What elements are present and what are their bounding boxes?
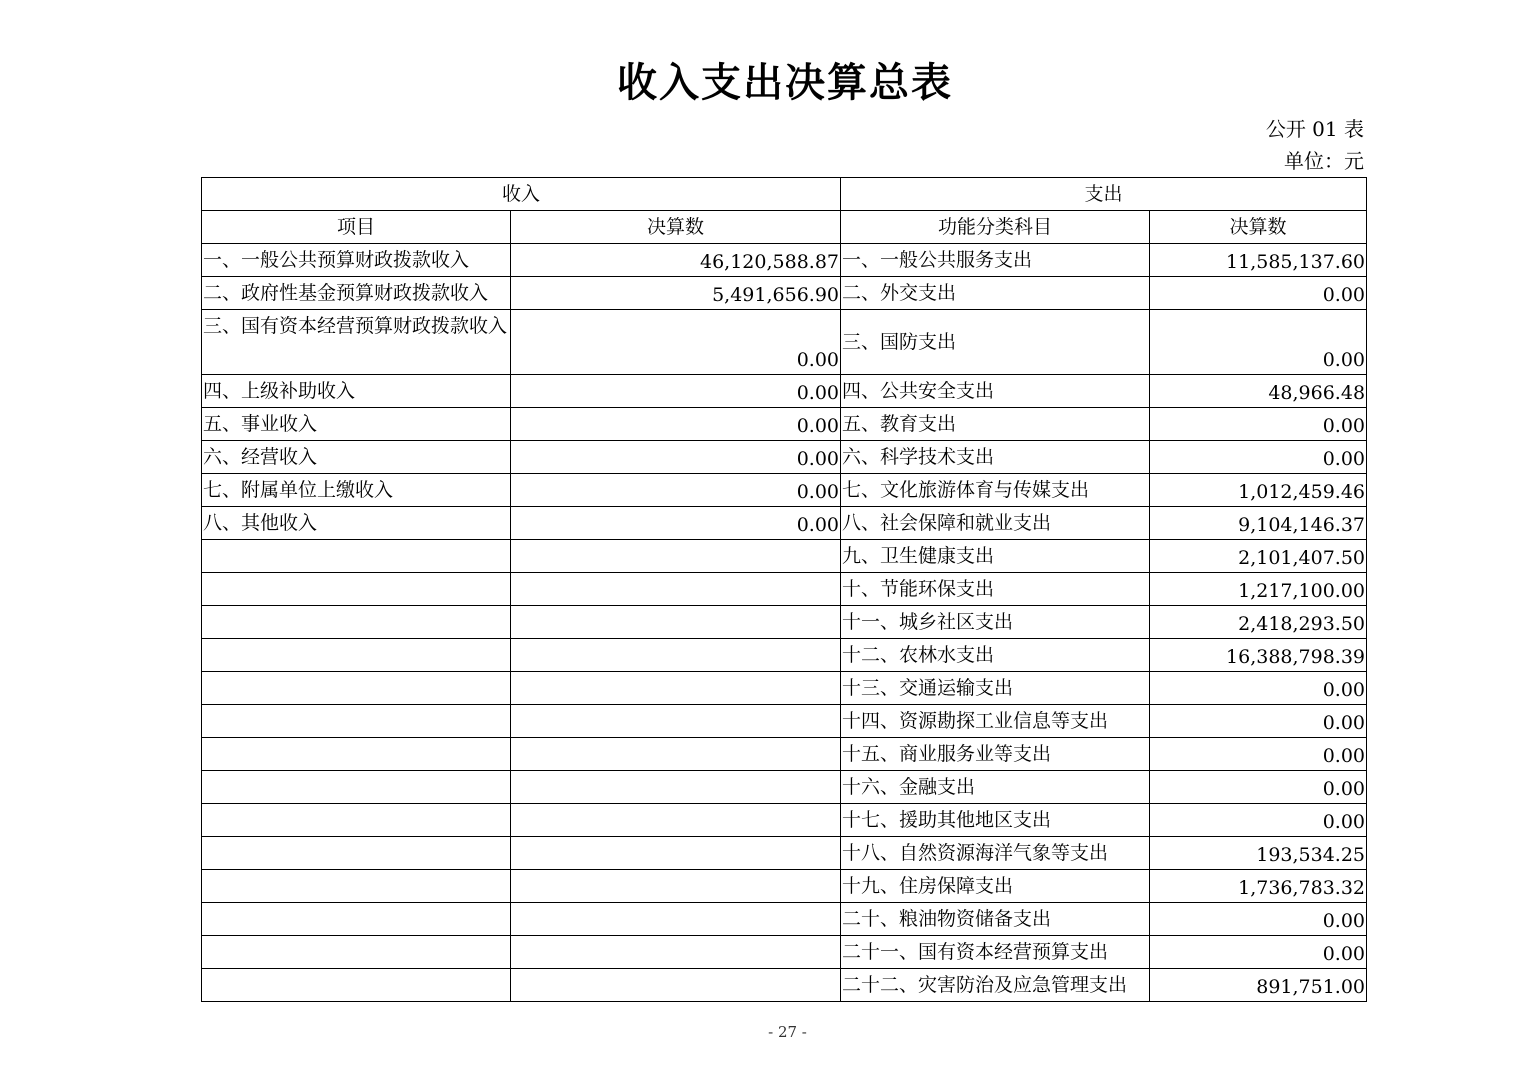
table-code: 公开 01 表: [1265, 117, 1364, 141]
table-row: [202, 375, 1367, 408]
expense-item-cell: 十四、资源勘探工业信息等支出: [841, 705, 1150, 738]
expense-amount-cell: 1,736,783.32: [1150, 870, 1367, 903]
income-item-cell: [202, 639, 511, 672]
income-item-cell: [202, 936, 511, 969]
table-row: [202, 639, 1367, 672]
expense-amount-cell: 0.00: [1150, 705, 1367, 738]
expense-item-cell: 十五、商业服务业等支出: [841, 738, 1150, 771]
expense-amount-cell: 0.00: [1150, 771, 1367, 804]
expense-amount-cell: 0.00: [1150, 672, 1367, 705]
income-amount-cell: [511, 606, 841, 639]
column-header-row: [202, 211, 1367, 244]
table-row: [202, 870, 1367, 903]
income-amount-cell: 0.00: [511, 310, 841, 375]
income-amount-cell: [511, 705, 841, 738]
unit-label: 单位：元: [1284, 149, 1364, 173]
table-row: [202, 738, 1367, 771]
income-item-cell: [202, 672, 511, 705]
expense-item-cell: 九、卫生健康支出: [841, 540, 1150, 573]
income-item-cell: [202, 837, 511, 870]
income-amount-cell: [511, 540, 841, 573]
income-amount-cell: [511, 969, 841, 1002]
expense-item-cell: 六、科学技术支出: [841, 441, 1150, 474]
expense-item-cell: 十七、援助其他地区支出: [841, 804, 1150, 837]
income-item-cell: 一、一般公共预算财政拨款收入: [202, 244, 511, 277]
expense-section-header: 支出: [841, 178, 1367, 211]
expense-item-cell: 八、社会保障和就业支出: [841, 507, 1150, 540]
table-row: [202, 573, 1367, 606]
income-item-cell: [202, 738, 511, 771]
expense-amount-cell: 1,012,459.46: [1150, 474, 1367, 507]
expense-item-cell: 二十二、灾害防治及应急管理支出: [841, 969, 1150, 1002]
expense-amount-cell: 0.00: [1150, 310, 1367, 375]
income-item-cell: [202, 870, 511, 903]
income-item-cell: 五、事业收入: [202, 408, 511, 441]
income-item-cell: 二、政府性基金预算财政拨款收入: [202, 277, 511, 310]
expense-item-cell: 二、外交支出: [841, 277, 1150, 310]
income-amount-cell: 0.00: [511, 507, 841, 540]
income-amount-cell: [511, 573, 841, 606]
income-amount-cell: 0.00: [511, 408, 841, 441]
income-item-cell: [202, 969, 511, 1002]
income-expense-table: [201, 177, 1367, 1002]
expense-item-cell: 三、国防支出: [841, 310, 1150, 375]
expense-item-cell: 七、文化旅游体育与传媒支出: [841, 474, 1150, 507]
income-amount-cell: [511, 837, 841, 870]
income-item-cell: [202, 804, 511, 837]
expense-item-cell: 四、公共安全支出: [841, 375, 1150, 408]
income-amount-cell: [511, 804, 841, 837]
income-item-cell: [202, 771, 511, 804]
table-row: [202, 408, 1367, 441]
income-amount-cell: 46,120,588.87: [511, 244, 841, 277]
table-row: [202, 244, 1367, 277]
income-amount-cell: [511, 639, 841, 672]
income-item-cell: [202, 540, 511, 573]
expense-amount-cell: 0.00: [1150, 738, 1367, 771]
income-amount-cell: [511, 738, 841, 771]
expense-item-cell: 一、一般公共服务支出: [841, 244, 1150, 277]
expense-amount-cell: 0.00: [1150, 277, 1367, 310]
table-row: [202, 507, 1367, 540]
expense-amount-cell: 0.00: [1150, 936, 1367, 969]
income-amount-cell: [511, 903, 841, 936]
expense-item-cell: 十三、交通运输支出: [841, 672, 1150, 705]
table-row: [202, 672, 1367, 705]
income-item-cell: 八、其他收入: [202, 507, 511, 540]
expense-amount-cell: 2,101,407.50: [1150, 540, 1367, 573]
income-amount-cell: [511, 870, 841, 903]
section-header-row: [202, 178, 1367, 211]
income-item-cell: [202, 573, 511, 606]
expense-item-cell: 二十、粮油物资储备支出: [841, 903, 1150, 936]
income-item-header: 项目: [202, 211, 511, 244]
page-number: - 27 -: [768, 1023, 807, 1041]
expense-amount-cell: 2,418,293.50: [1150, 606, 1367, 639]
income-amount-cell: 5,491,656.90: [511, 277, 841, 310]
table-row: [202, 837, 1367, 870]
income-item-cell: [202, 606, 511, 639]
expense-item-cell: 十九、住房保障支出: [841, 870, 1150, 903]
table-row: [202, 474, 1367, 507]
table-row: [202, 606, 1367, 639]
expense-amount-cell: 193,534.25: [1150, 837, 1367, 870]
income-amount-cell: 0.00: [511, 474, 841, 507]
expense-amount-cell: 9,104,146.37: [1150, 507, 1367, 540]
income-item-cell: [202, 903, 511, 936]
income-item-cell: 七、附属单位上缴收入: [202, 474, 511, 507]
expense-item-cell: 五、教育支出: [841, 408, 1150, 441]
expense-item-cell: 十一、城乡社区支出: [841, 606, 1150, 639]
expense-amount-header: 决算数: [1150, 211, 1367, 244]
expense-amount-cell: 0.00: [1150, 441, 1367, 474]
expense-item-cell: 十八、自然资源海洋气象等支出: [841, 837, 1150, 870]
expense-item-cell: 十六、金融支出: [841, 771, 1150, 804]
income-amount-cell: [511, 936, 841, 969]
income-item-cell: [202, 705, 511, 738]
expense-amount-cell: 1,217,100.00: [1150, 573, 1367, 606]
table-row: [202, 936, 1367, 969]
page-title: 收入支出决算总表: [617, 59, 953, 106]
income-amount-cell: [511, 771, 841, 804]
income-item-cell: 六、经营收入: [202, 441, 511, 474]
income-item-cell: 四、上级补助收入: [202, 375, 511, 408]
table-row: [202, 804, 1367, 837]
income-amount-cell: [511, 672, 841, 705]
table-row: [202, 771, 1367, 804]
income-amount-cell: 0.00: [511, 375, 841, 408]
expense-item-cell: 二十一、国有资本经营预算支出: [841, 936, 1150, 969]
expense-amount-cell: 11,585,137.60: [1150, 244, 1367, 277]
income-item-cell: 三、国有资本经营预算财政拨款收入: [202, 310, 511, 375]
table-row: [202, 540, 1367, 573]
income-section-header: 收入: [202, 178, 841, 211]
expense-amount-cell: 0.00: [1150, 408, 1367, 441]
expense-item-cell: 十二、农林水支出: [841, 639, 1150, 672]
table-row: [202, 969, 1367, 1002]
table-row: [202, 277, 1367, 310]
table-row: [202, 441, 1367, 474]
table-row: [202, 705, 1367, 738]
expense-amount-cell: 0.00: [1150, 804, 1367, 837]
expense-item-cell: 十、节能环保支出: [841, 573, 1150, 606]
expense-item-header: 功能分类科目: [841, 211, 1150, 244]
expense-amount-cell: 48,966.48: [1150, 375, 1367, 408]
income-amount-cell: 0.00: [511, 441, 841, 474]
expense-amount-cell: 16,388,798.39: [1150, 639, 1367, 672]
expense-amount-cell: 891,751.00: [1150, 969, 1367, 1002]
table-row: [202, 310, 1367, 375]
income-amount-header: 决算数: [511, 211, 841, 244]
expense-amount-cell: 0.00: [1150, 903, 1367, 936]
table-row: [202, 903, 1367, 936]
